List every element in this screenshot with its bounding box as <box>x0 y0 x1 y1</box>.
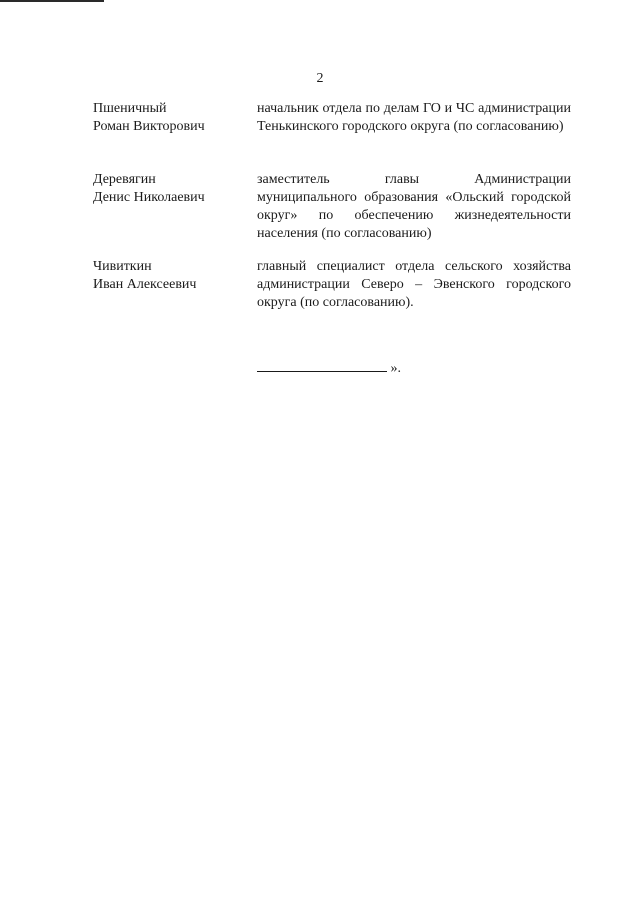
member-name <box>93 171 243 207</box>
member-name <box>93 100 243 136</box>
member-given-names: Денис Николаевич <box>93 190 205 205</box>
closing-line <box>257 358 401 378</box>
page-number: 2 <box>316 71 324 86</box>
member-given-names: Роман Викторович <box>93 119 205 134</box>
member-role: заместитель главы Администрации муниципального образования «Ольский городской округ» по обеспечению жизнедеятельности населения (по согласованию) <box>257 172 571 241</box>
member-surname: Чивиткин <box>93 259 152 274</box>
member-surname: Пшеничный <box>93 101 167 116</box>
member-role: главный специалист отдела сельского хозяйства администрации Северо – Эвенского городского округа (по согласованию). <box>257 259 571 310</box>
closing-quote-mark: ». <box>390 361 401 376</box>
member-surname: Деревягин <box>93 172 156 187</box>
member-role: начальник отдела по делам ГО и ЧС администрации Тенькинского городского округа (по согласованию) <box>257 101 571 134</box>
blank-underline <box>257 358 387 372</box>
top-edge-rule <box>0 0 104 2</box>
member-name <box>93 258 243 294</box>
member-given-names: Иван Алексеевич <box>93 277 197 292</box>
